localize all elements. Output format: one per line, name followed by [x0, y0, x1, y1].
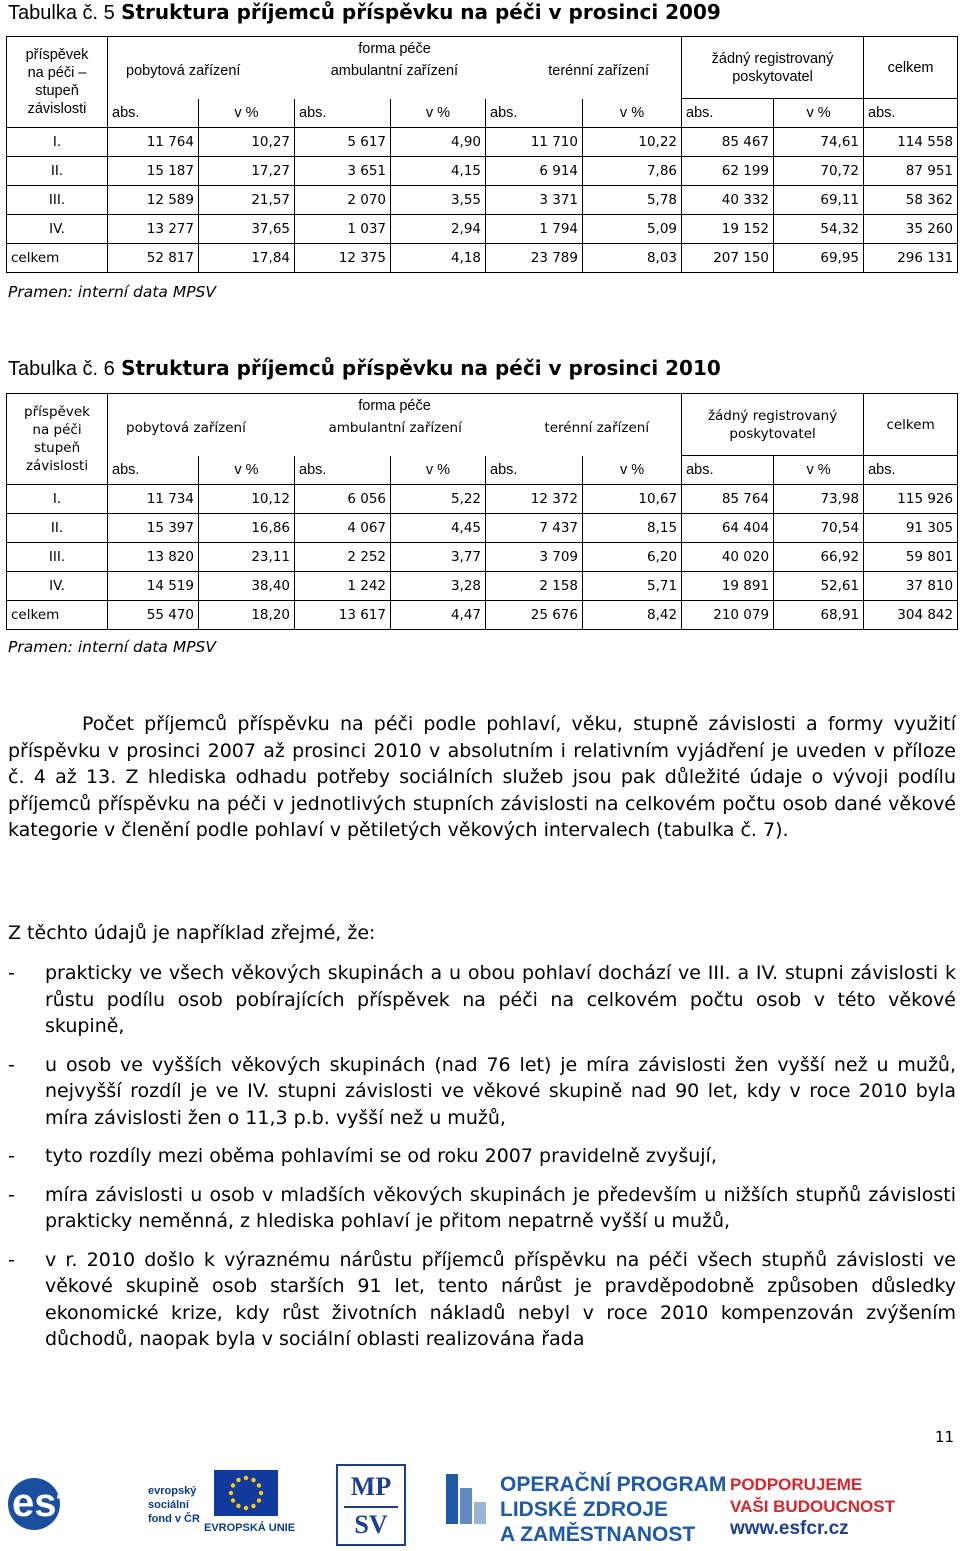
row-label: I.	[7, 485, 108, 514]
table-cell: 5 617	[295, 128, 391, 157]
corner-line: stupeň	[33, 440, 81, 456]
op-line: A ZAMĚSTNANOST	[500, 1523, 696, 1546]
list-item-text: míra závislosti u osob v mladších věkových skupinách je především u nižších stupňů závislosti prakticky neměnná, z hlediska pohlaví je přitom nepatrně vyšší u mužů,	[45, 1183, 956, 1232]
ambulantni-label: ambulantní zařízení	[328, 420, 462, 436]
mpsv-line: SV	[354, 1510, 388, 1539]
bullet-dash: -	[8, 1053, 15, 1076]
table-cell: 8,03	[583, 244, 682, 273]
corner-line: závislosti	[27, 101, 87, 117]
op-line: LIDSKÉ ZDROJE	[500, 1498, 669, 1521]
corner-line: na péči –	[27, 65, 87, 81]
row-label: IV.	[7, 215, 108, 244]
table-cell: 5,22	[391, 485, 486, 514]
bullet-list	[8, 960, 956, 1365]
table-cell: 11 710	[486, 128, 583, 157]
zadny-line: žádný registrovaný	[711, 50, 834, 67]
table-cell: 210 079	[682, 601, 774, 630]
bullet-dash: -	[8, 1145, 15, 1167]
table-row	[7, 543, 958, 572]
table-cell: 11 764	[108, 128, 199, 157]
subheader-cell: abs.	[108, 99, 199, 128]
table-cell: 2 070	[295, 186, 391, 215]
table-cell: 91 305	[864, 514, 958, 543]
table-cell: 40 332	[682, 186, 774, 215]
row-label: I.	[7, 128, 108, 157]
table-cell: 1 794	[486, 215, 583, 244]
table-cell: 4,15	[391, 157, 486, 186]
table-cell: 17,84	[199, 244, 295, 273]
row-label: celkem	[7, 244, 108, 273]
table-cell: 3 651	[295, 157, 391, 186]
terenni-label: terénní zařízení	[548, 63, 650, 79]
esf-line: fond v ČR	[148, 1513, 200, 1525]
table-cell: 15 187	[108, 157, 199, 186]
eu-star	[251, 1478, 255, 1482]
subheader-cell: v %	[391, 456, 486, 485]
eu-star	[259, 1491, 263, 1495]
list-item	[8, 1182, 956, 1235]
table-cell: 304 842	[864, 601, 958, 630]
row-label: III.	[7, 543, 108, 572]
pv-line: VAŠI BUDOUCNOST	[730, 1497, 895, 1516]
table-cell: 19 152	[682, 215, 774, 244]
table5-zadny-header	[682, 37, 864, 99]
eu-star	[251, 1504, 255, 1508]
table6-caption-lead: Tabulka č. 6	[8, 358, 115, 380]
subheader-cell: abs.	[864, 99, 958, 128]
table5-corner-header	[7, 37, 108, 128]
list-item	[8, 1052, 956, 1132]
esf-line: sociální	[148, 1499, 189, 1511]
corner-line: závislosti	[25, 458, 89, 474]
table5-subheader-row	[7, 99, 958, 128]
table-cell: 59 801	[864, 543, 958, 572]
table6-source: Pramen: interní data MPSV	[8, 638, 217, 656]
table-cell: 54,32	[774, 215, 864, 244]
esf-logo	[6, 1464, 118, 1544]
table-cell: 13 820	[108, 543, 199, 572]
table5-caption-lead: Tabulka č. 5	[8, 2, 115, 24]
table5-caption-title: Struktura příjemců příspěvku na péči v prosinci 2009	[121, 0, 721, 24]
table-cell: 15 397	[108, 514, 199, 543]
subheader-cell: abs.	[486, 456, 583, 485]
table-cell: 4 067	[295, 514, 391, 543]
mpsv-line: MP	[350, 1472, 392, 1501]
table-cell: 18,20	[199, 601, 295, 630]
footer-logos	[0, 1456, 960, 1551]
table-cell: 62 199	[682, 157, 774, 186]
podporujeme-label	[730, 1474, 895, 1540]
table6	[6, 393, 958, 630]
eu-star	[236, 1504, 240, 1508]
bullet-dash: -	[8, 1248, 15, 1271]
table-cell: 52 817	[108, 244, 199, 273]
table-cell: 10,67	[583, 485, 682, 514]
subheader-cell: v %	[199, 99, 295, 128]
pv-line: PODPORUJEME	[730, 1475, 863, 1494]
zadny-line: poskytovatel	[732, 68, 813, 85]
table-row	[7, 215, 958, 244]
list-item-text: tyto rozdíly mezi oběma pohlavími se od roku 2007 pravidelně zvyšují,	[45, 1145, 717, 1167]
bullet-dash: -	[8, 962, 15, 984]
esf-label	[148, 1484, 200, 1526]
table-cell: 8,15	[583, 514, 682, 543]
pobytova-label: pobytová zařízení	[126, 420, 246, 436]
table5-celkem-header: celkem	[864, 37, 958, 99]
mpsv-logo	[336, 1464, 406, 1546]
op-program-label	[500, 1472, 726, 1547]
op-line: OPERAČNÍ PROGRAM	[500, 1473, 727, 1496]
table-cell: 3,55	[391, 186, 486, 215]
table-cell: 2,94	[391, 215, 486, 244]
table-cell: 10,27	[199, 128, 295, 157]
table5-forma-header	[108, 37, 682, 99]
corner-line: příspěvek	[24, 404, 90, 420]
table-cell: 64 404	[682, 514, 774, 543]
table-cell: 12 372	[486, 485, 583, 514]
table-cell: 6 914	[486, 157, 583, 186]
table5	[6, 36, 958, 273]
table-cell: 85 467	[682, 128, 774, 157]
op-program-icon	[444, 1468, 488, 1528]
table-cell: 68,91	[774, 601, 864, 630]
table-cell: 6 056	[295, 485, 391, 514]
table-row	[7, 157, 958, 186]
subheader-cell: abs.	[108, 456, 199, 485]
table-cell: 70,72	[774, 157, 864, 186]
table-cell: 2 158	[486, 572, 583, 601]
table-cell: 58 362	[864, 186, 958, 215]
forma-label: forma péče	[358, 398, 431, 414]
eu-star	[231, 1483, 235, 1487]
table-cell: 1 242	[295, 572, 391, 601]
table-row	[7, 485, 958, 514]
subheader-cell: abs.	[295, 99, 391, 128]
table-cell: 4,18	[391, 244, 486, 273]
table-cell: 10,22	[583, 128, 682, 157]
eu-star	[231, 1498, 235, 1502]
table6-caption	[8, 356, 721, 381]
subheader-cell: abs.	[682, 99, 774, 128]
zadny-line: žádný registrovaný	[707, 407, 838, 424]
table-cell: 3,28	[391, 572, 486, 601]
table-cell: 13 617	[295, 601, 391, 630]
table-cell: 13 277	[108, 215, 199, 244]
table-cell: 12 375	[295, 244, 391, 273]
list-item	[8, 1143, 956, 1170]
list-item	[8, 960, 956, 1040]
mpsv-divider	[344, 1506, 398, 1508]
zadny-line: poskytovatel	[729, 425, 816, 442]
table6-caption-title: Struktura příjemců příspěvku na péči v prosinci 2010	[121, 356, 721, 380]
table-cell: 74,61	[774, 128, 864, 157]
table-cell: 2 252	[295, 543, 391, 572]
row-label: IV.	[7, 572, 108, 601]
table-row	[7, 514, 958, 543]
table-cell: 8,42	[583, 601, 682, 630]
table-cell: 69,95	[774, 244, 864, 273]
eu-star	[236, 1478, 240, 1482]
subheader-cell: abs.	[864, 456, 958, 485]
bullet-dash: -	[8, 1183, 15, 1206]
paragraph-text: Počet příjemců příspěvku na péči podle pohlaví, věku, stupně závislosti a formy využití příspěvku v prosinci 2007 až prosinci 2010 v absolutním i relativním vyjádření je uveden v příloze č. 4 až 13. Z hlediska odhadu potřeby sociálních služeb jsou pak důležité údaje o vývoji podílu příjemců příspěvku na péči v jednotlivých stupních závislosti na celkovém počtu osob dané věkové kategorie v členění podle pohlaví v pětiletých věkových intervalech (tabulka č. 7).	[8, 713, 956, 841]
list-item-text: prakticky ve všech věkových skupinách a u obou pohlaví dochází ve III. a IV. stupni závislosti k růstu podílu osob pobírajících příspěvek na péči na celkovém počtu osob v této věkové skupině,	[45, 962, 956, 1037]
table-cell: 11 734	[108, 485, 199, 514]
row-label: II.	[7, 157, 108, 186]
subheader-cell: v %	[774, 456, 864, 485]
table-cell: 85 764	[682, 485, 774, 514]
table-cell: 1 037	[295, 215, 391, 244]
subheader-cell: abs.	[682, 456, 774, 485]
subheader-cell: v %	[583, 456, 682, 485]
eu-star	[257, 1498, 261, 1502]
table-cell: 69,11	[774, 186, 864, 215]
table6-celkem-header: celkem	[864, 394, 958, 456]
table-cell: 66,92	[774, 543, 864, 572]
table-cell: 114 558	[864, 128, 958, 157]
list-item-text: u osob ve vyšších věkových skupinách (nad 76 let) je míra závislosti žen vyšší než u mužů, nejvyšší rozdíl je ve IV. stupni závislosti ve věkové skupině nad 90 let, kdy v roce 2010 byla míra závislosti žen o 11,3 p.b. vyšší než u mužů,	[45, 1053, 956, 1129]
table-cell: 23,11	[199, 543, 295, 572]
table-row	[7, 186, 958, 215]
table-cell: 4,90	[391, 128, 486, 157]
corner-line: stupeň	[35, 83, 79, 99]
list-item	[8, 1247, 956, 1353]
table-cell: 3 371	[486, 186, 583, 215]
table-row	[7, 244, 958, 273]
table-cell: 7,86	[583, 157, 682, 186]
esf-line: evropský	[148, 1485, 197, 1497]
table-cell: 17,27	[199, 157, 295, 186]
table6-subheader-row	[7, 456, 958, 485]
table6-corner-header	[7, 394, 108, 485]
table-row	[7, 572, 958, 601]
row-label: II.	[7, 514, 108, 543]
table-cell: 14 519	[108, 572, 199, 601]
table5-caption	[8, 0, 721, 25]
table-cell: 4,47	[391, 601, 486, 630]
table-cell: 52,61	[774, 572, 864, 601]
table5-source: Pramen: interní data MPSV	[8, 283, 217, 301]
forma-subheaders	[112, 414, 677, 436]
table-cell: 5,09	[583, 215, 682, 244]
corner-line: příspěvek	[25, 47, 89, 63]
corner-line: na péči	[32, 422, 82, 438]
table-cell: 4,45	[391, 514, 486, 543]
subheader-cell: v %	[583, 99, 682, 128]
table-cell: 296 131	[864, 244, 958, 273]
list-intro: Z těchto údajů je například zřejmé, že:	[8, 922, 376, 944]
table6-forma-header	[108, 394, 682, 456]
eu-star	[244, 1476, 248, 1480]
subheader-cell: v %	[391, 99, 486, 128]
list-item-text: v r. 2010 došlo k výraznému nárůstu příjemců příspěvku na péči všech stupňů závislosti ve věkové skupině osob starších 91 let, tento nárůst je pravděpodobně způsoben důsledky ekonomické krize, kdy růst životních nákladů nebyl v roce 2010 kompenzován zvýšením důchodů, naopak byla v sociální oblasti realizována řada	[45, 1248, 956, 1350]
body-paragraph	[8, 711, 956, 844]
eu-star	[244, 1506, 248, 1510]
table-cell: 12 589	[108, 186, 199, 215]
table-row	[7, 128, 958, 157]
table-cell: 25 676	[486, 601, 583, 630]
esf-logo-text: esf	[12, 1481, 70, 1525]
subheader-cell: v %	[774, 99, 864, 128]
forma-label: forma péče	[358, 41, 431, 57]
eu-star	[229, 1491, 233, 1495]
table-cell: 70,54	[774, 514, 864, 543]
table-cell: 35 260	[864, 215, 958, 244]
table-cell: 87 951	[864, 157, 958, 186]
table-cell: 115 926	[864, 485, 958, 514]
subheader-cell: abs.	[295, 456, 391, 485]
table-cell: 37 810	[864, 572, 958, 601]
subheader-cell: abs.	[486, 99, 583, 128]
table-cell: 3,77	[391, 543, 486, 572]
esfcr-link[interactable]: www.esfcr.cz	[730, 1518, 849, 1539]
page-number: 11	[934, 1428, 954, 1446]
table-cell: 10,12	[199, 485, 295, 514]
table-row	[7, 601, 958, 630]
terenni-label: terénní zařízení	[544, 420, 650, 436]
table-cell: 7 437	[486, 514, 583, 543]
table-cell: 23 789	[486, 244, 583, 273]
table6-zadny-header	[682, 394, 864, 456]
table-cell: 73,98	[774, 485, 864, 514]
table-cell: 40 020	[682, 543, 774, 572]
eu-flag-icon	[214, 1470, 278, 1516]
table-cell: 37,65	[199, 215, 295, 244]
table-cell: 3 709	[486, 543, 583, 572]
row-label: celkem	[7, 601, 108, 630]
table-cell: 5,78	[583, 186, 682, 215]
table-cell: 5,71	[583, 572, 682, 601]
table-cell: 38,40	[199, 572, 295, 601]
table-cell: 16,86	[199, 514, 295, 543]
eu-label: EVROPSKÁ UNIE	[204, 1522, 296, 1534]
pobytova-label: pobytová zařízení	[126, 63, 241, 79]
table-cell: 6,20	[583, 543, 682, 572]
subheader-cell: v %	[199, 456, 295, 485]
table-cell: 19 891	[682, 572, 774, 601]
row-label: III.	[7, 186, 108, 215]
table-cell: 55 470	[108, 601, 199, 630]
eu-star	[257, 1483, 261, 1487]
table-cell: 207 150	[682, 244, 774, 273]
table-cell: 21,57	[199, 186, 295, 215]
ambulantni-label: ambulantní zařízení	[330, 63, 459, 79]
forma-subheaders	[112, 57, 677, 79]
